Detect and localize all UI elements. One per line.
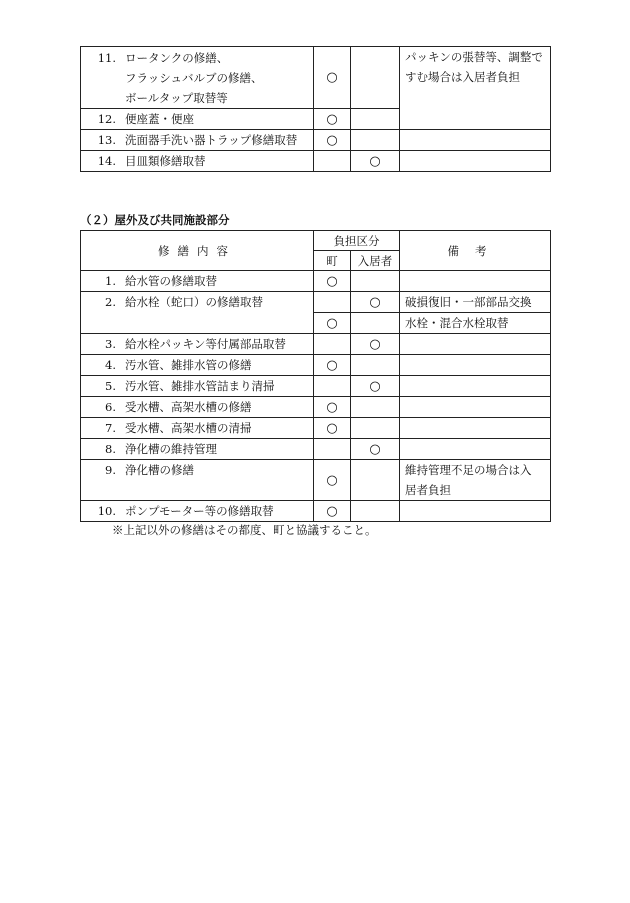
item-text: 給水栓パッキン等付属部品取替 — [125, 337, 286, 351]
resident-burden-mark — [351, 397, 400, 418]
item-number: 6. — [105, 400, 116, 414]
note-cell — [400, 355, 551, 376]
item-cell — [81, 376, 314, 397]
resident-burden-mark: ○ — [351, 292, 400, 313]
item-text: 汚水管、雑排水管の修繕 — [125, 358, 252, 372]
town-burden-mark — [314, 334, 351, 355]
item-text: 給水栓（蛇口）の修繕取替 — [125, 295, 263, 309]
note-cell — [400, 418, 551, 439]
header-town: 町 — [314, 251, 351, 271]
table-row — [81, 460, 551, 501]
resident-burden-mark — [351, 355, 400, 376]
item-cell — [81, 501, 314, 522]
note-text: すむ場合は入居者負担 — [405, 70, 520, 84]
indoor-repair-table-continued — [80, 46, 551, 172]
resident-burden-mark — [351, 47, 400, 109]
note-text: パッキンの張替等、調整で — [405, 50, 543, 64]
resident-burden-mark — [351, 501, 400, 522]
section-title: （２）屋外及び共同施設部分 — [80, 213, 230, 227]
item-cell — [81, 334, 314, 355]
table-row — [81, 292, 551, 313]
item-text: 浄化槽の修繕 — [125, 463, 194, 477]
header-resident: 入居者 — [351, 251, 400, 271]
town-burden-mark: ○ — [314, 313, 351, 334]
item-number: 14. — [97, 154, 116, 168]
town-burden-mark: ○ — [314, 418, 351, 439]
item-text: 浄化槽の維持管理 — [125, 442, 217, 456]
table-row — [81, 355, 551, 376]
town-burden-mark — [314, 376, 351, 397]
item-text: ポンプモーター等の修繕取替 — [125, 504, 274, 518]
note-cell: 水栓・混合水栓取替 — [400, 313, 551, 334]
item-number: 3. — [105, 337, 116, 351]
item-text: 便座蓋・便座 — [125, 112, 194, 126]
item-text: 目皿類修繕取替 — [125, 154, 206, 168]
item-number: 10. — [97, 504, 116, 518]
item-number: 8. — [105, 442, 116, 456]
note-cell — [400, 376, 551, 397]
resident-burden-mark — [351, 313, 400, 334]
resident-burden-mark — [351, 109, 400, 130]
table-row — [81, 271, 551, 292]
note-cell — [400, 271, 551, 292]
note-cell — [400, 47, 551, 130]
item-text: ボールタップ取替等 — [125, 90, 228, 105]
item-text: 受水槽、高架水槽の修繕 — [125, 400, 252, 414]
resident-burden-mark: ○ — [351, 439, 400, 460]
item-number: 13. — [97, 133, 116, 147]
item-text: ロータンクの修繕、 — [125, 50, 229, 65]
item-number: 7. — [105, 421, 116, 435]
item-text: フラッシュバルブの修繕、 — [125, 70, 263, 85]
town-burden-mark — [314, 292, 351, 313]
item-cell — [81, 271, 314, 292]
item-number: 12. — [97, 112, 116, 126]
table-row — [81, 376, 551, 397]
table-row — [81, 47, 551, 109]
item-text: 洗面器手洗い器トラップ修繕取替 — [125, 133, 298, 147]
town-burden-mark — [314, 151, 351, 172]
town-burden-mark — [314, 439, 351, 460]
item-cell — [81, 355, 314, 376]
note-cell — [400, 334, 551, 355]
header-item: 修繕内容 — [81, 231, 314, 271]
item-number: 1. — [105, 274, 116, 288]
footnote: ※上記以外の修繕はその都度、町と協議すること。 — [112, 523, 377, 537]
item-number: 4. — [105, 358, 116, 372]
item-text: 受水槽、高架水槽の清掃 — [125, 421, 252, 435]
resident-burden-mark: ○ — [351, 376, 400, 397]
table-row — [81, 334, 551, 355]
resident-burden-mark: ○ — [351, 151, 400, 172]
table-row — [81, 439, 551, 460]
resident-burden-mark — [351, 418, 400, 439]
table-row — [81, 397, 551, 418]
town-burden-mark: ○ — [314, 355, 351, 376]
note-cell: 破損復旧・一部部品交換 — [400, 292, 551, 313]
town-burden-mark: ○ — [314, 109, 351, 130]
table-row — [81, 130, 551, 151]
item-number: 2. — [105, 295, 116, 309]
resident-burden-mark — [351, 271, 400, 292]
item-cell — [81, 397, 314, 418]
outdoor-repair-table — [80, 230, 551, 522]
note-text: 維持管理不足の場合は入 — [405, 463, 532, 477]
item-text: 給水管の修繕取替 — [125, 274, 217, 288]
table-row — [81, 501, 551, 522]
item-cell — [81, 130, 314, 151]
note-cell — [400, 460, 551, 501]
town-burden-mark: ○ — [314, 271, 351, 292]
note-cell — [400, 439, 551, 460]
note-cell — [400, 151, 551, 172]
item-cell — [81, 439, 314, 460]
item-cell — [81, 151, 314, 172]
town-burden-mark: ○ — [314, 460, 351, 501]
note-text: 居者負担 — [405, 483, 451, 497]
item-number: 11. — [97, 50, 116, 65]
item-number: 5. — [105, 379, 116, 393]
item-cell — [81, 109, 314, 130]
header-burden: 負担区分 — [314, 231, 400, 251]
note-cell — [400, 501, 551, 522]
header-note: 備考 — [400, 231, 551, 271]
item-number: 9. — [105, 463, 116, 477]
town-burden-mark: ○ — [314, 501, 351, 522]
resident-burden-mark — [351, 460, 400, 501]
table-row — [81, 418, 551, 439]
item-cell — [81, 292, 314, 334]
table-row — [81, 151, 551, 172]
resident-burden-mark — [351, 130, 400, 151]
item-cell — [81, 460, 314, 501]
note-cell — [400, 397, 551, 418]
item-text: 汚水管、雑排水管詰まり清掃 — [125, 379, 275, 393]
resident-burden-mark: ○ — [351, 334, 400, 355]
town-burden-mark: ○ — [314, 47, 351, 109]
item-cell — [81, 418, 314, 439]
header-row — [81, 231, 551, 251]
note-cell — [400, 130, 551, 151]
item-cell — [81, 47, 314, 109]
town-burden-mark: ○ — [314, 130, 351, 151]
town-burden-mark: ○ — [314, 397, 351, 418]
